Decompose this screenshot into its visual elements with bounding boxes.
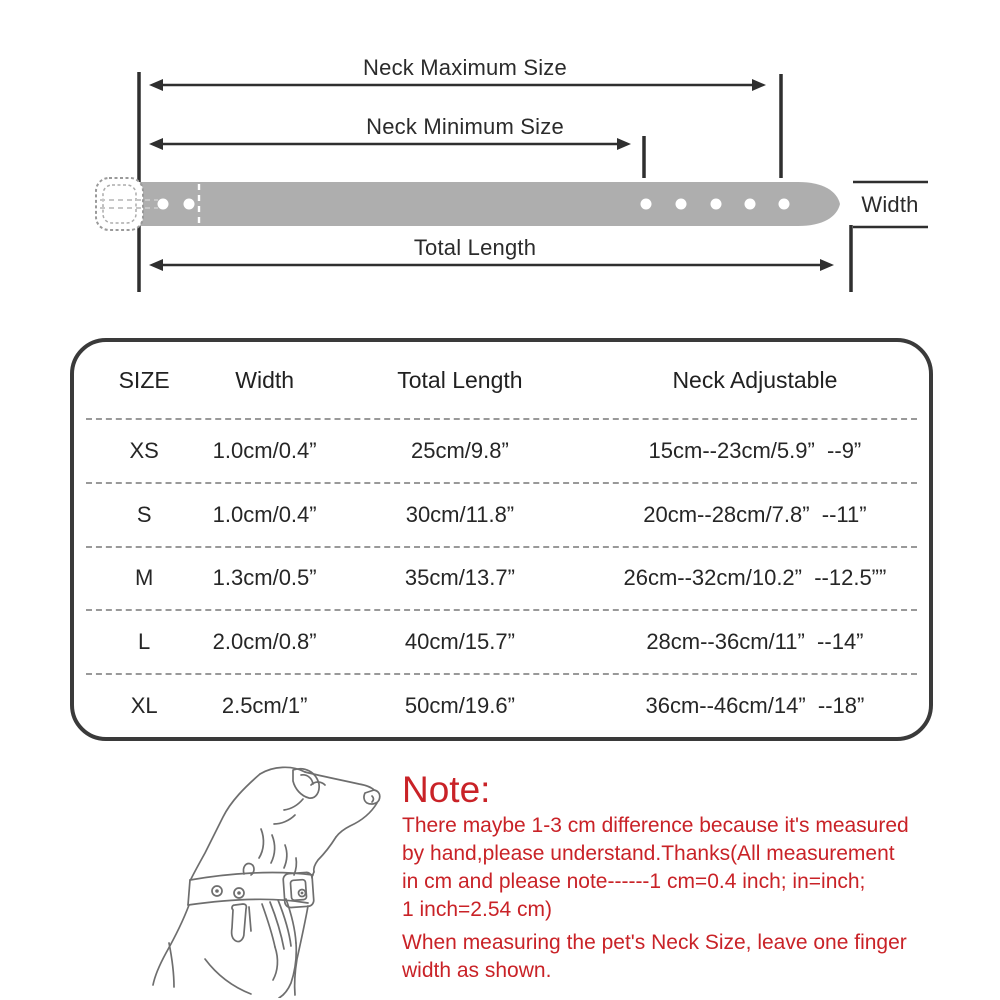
note-line: 1 inch=2.54 cm): [402, 898, 552, 921]
cell-size: L: [138, 629, 151, 655]
neck-min-label: Neck Minimum Size: [366, 114, 564, 139]
size-table-header-row: [86, 342, 917, 418]
cell-neck-adjustable: 36cm--46cm/14” --18”: [645, 693, 865, 719]
collar-strap: [120, 182, 840, 226]
cell-total-length: 50cm/19.6”: [404, 693, 515, 719]
cell-width: 1.3cm/0.5”: [212, 565, 317, 591]
cell-total-length: 25cm/9.8”: [411, 437, 509, 463]
dog-head-outline: [191, 767, 380, 879]
cell-width: 1.0cm/0.4”: [212, 501, 317, 527]
note-title: Note:: [402, 769, 491, 810]
header-size: SIZE: [118, 366, 170, 393]
cell-size: XS: [129, 437, 159, 463]
note-paragraph-2: [402, 929, 907, 985]
cell-size: M: [135, 565, 154, 591]
note-line: in cm and please note------1 cm=0.4 inch; in=inch;: [402, 870, 866, 893]
note-line: width as shown.: [402, 959, 552, 982]
header-total-length: Total Length: [397, 366, 523, 393]
table-row-l: [86, 609, 917, 673]
note-line: When measuring the pet's Neck Size, leave one finger: [402, 931, 907, 954]
cell-total-length: 40cm/15.7”: [404, 629, 515, 655]
cell-neck-adjustable: 20cm--28cm/7.8” --11”: [643, 501, 867, 527]
table-row-m: [86, 546, 917, 610]
header-width: Width: [235, 366, 295, 393]
cell-width: 2.0cm/0.8”: [212, 629, 317, 655]
total-length-label: Total Length: [413, 235, 537, 260]
table-row-xs: [86, 418, 917, 482]
cell-total-length: 30cm/11.8”: [405, 501, 515, 527]
finger-under-collar: [262, 899, 296, 998]
dog-collar-illustration: [145, 763, 445, 998]
width-label: Width: [861, 192, 919, 217]
table-row-s: [86, 482, 917, 546]
cell-width: 2.5cm/1”: [221, 693, 308, 719]
note-line: There maybe 1-3 cm difference because it's measured: [402, 814, 909, 837]
note-line: by hand,please understand.Thanks(All measurement: [402, 842, 895, 865]
cell-size: S: [136, 501, 152, 527]
header-neck-adjustable: Neck Adjustable: [672, 366, 838, 393]
cell-neck-adjustable: 28cm--36cm/11” --14”: [646, 629, 864, 655]
note-paragraph-1: [402, 812, 909, 924]
table-row-xl: [86, 673, 917, 737]
neck-min-arrow: [149, 136, 644, 178]
cell-width: 1.0cm/0.4”: [212, 437, 317, 463]
cell-size: XL: [130, 693, 158, 719]
cell-neck-adjustable: 15cm--23cm/5.9” --9”: [648, 437, 862, 463]
collar-measurement-diagram: [0, 0, 1000, 320]
size-table: [70, 338, 933, 741]
cell-total-length: 35cm/13.7”: [404, 565, 515, 591]
neck-max-label: Neck Maximum Size: [363, 55, 567, 80]
cell-neck-adjustable: 26cm--32cm/10.2” --12.5””: [623, 565, 887, 591]
